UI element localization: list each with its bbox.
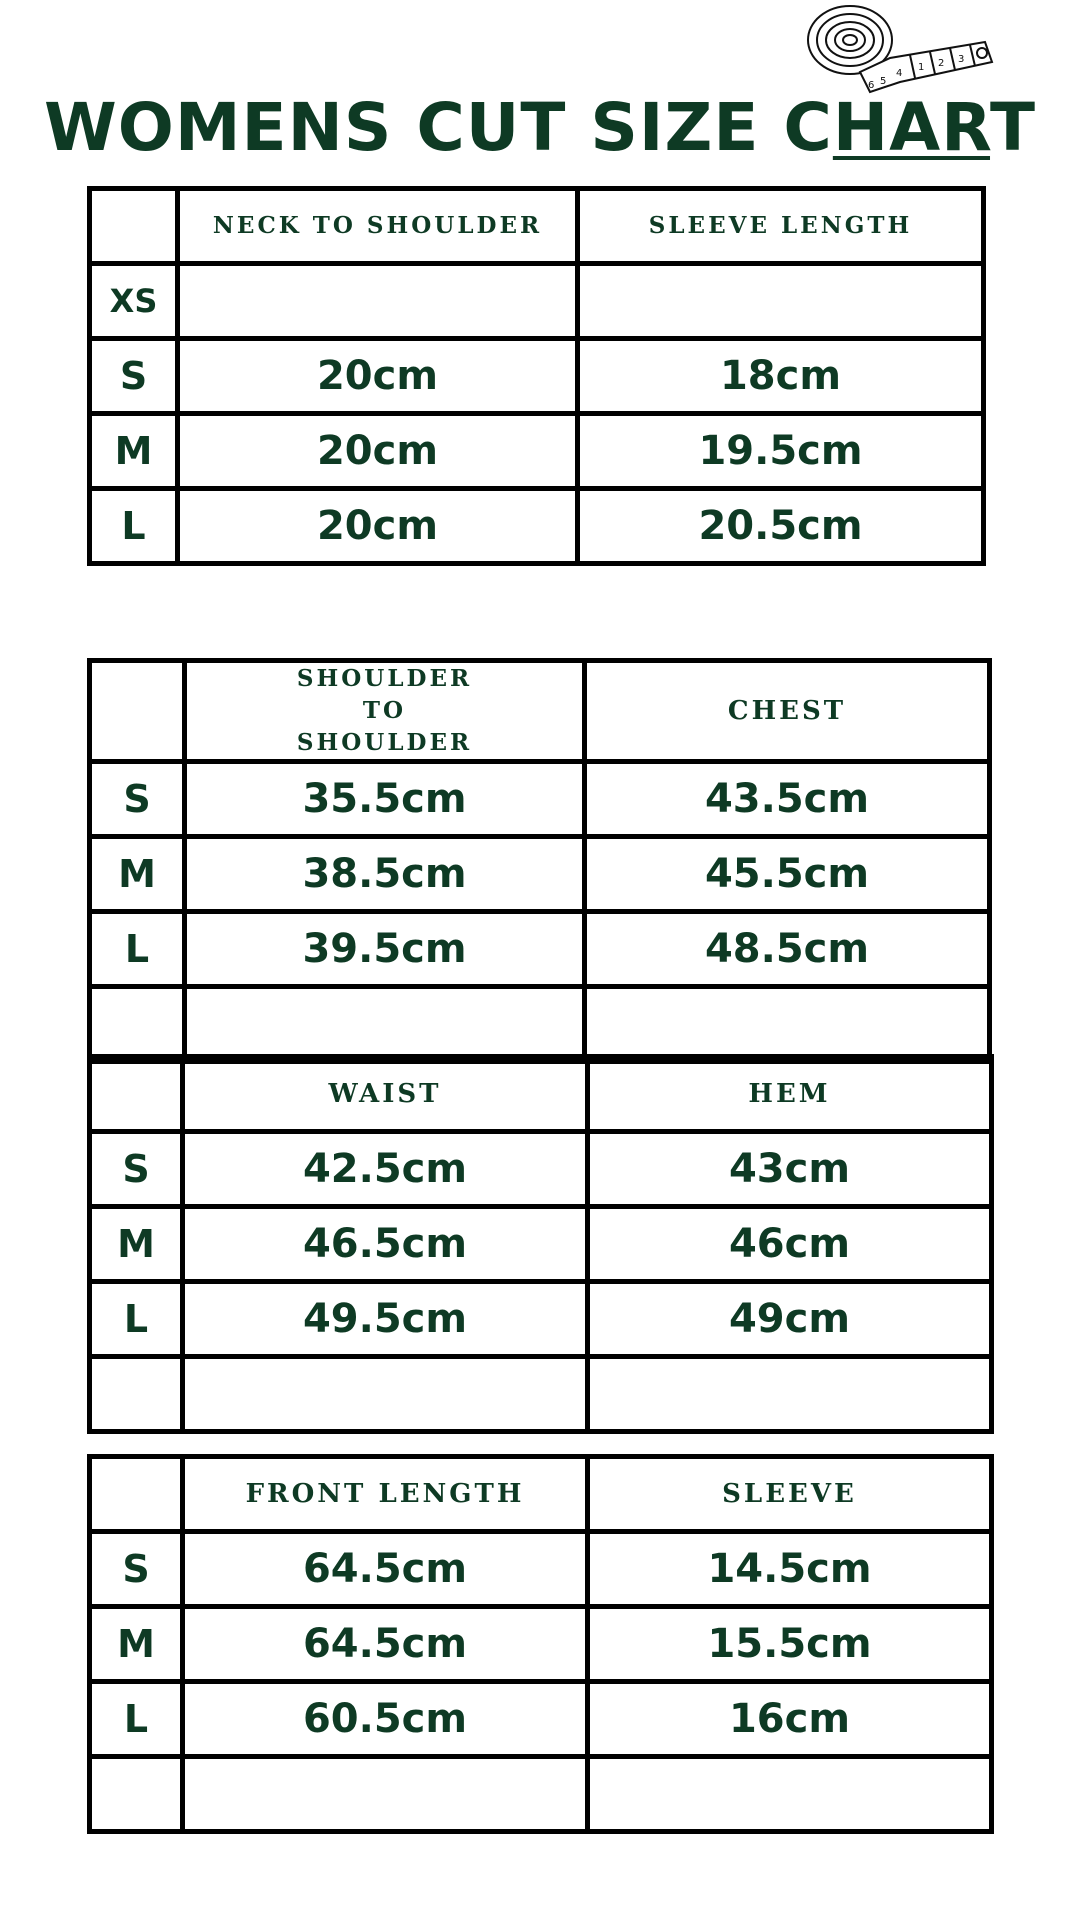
header-row [90,189,984,264]
value-cell: 49.5cm [183,1282,588,1357]
table-row [90,1607,992,1682]
value-cell: 46cm [588,1207,992,1282]
tape-number: 5 [880,76,887,87]
column-header: WAIST [183,1057,588,1132]
value-cell: 64.5cm [183,1607,588,1682]
value-cell: 14.5cm [588,1532,992,1607]
title-underlined-part: HAR [832,89,991,166]
value-cell: 43cm [588,1132,992,1207]
value-cell: 46.5cm [183,1207,588,1282]
size-label: L [90,1282,183,1357]
title-part: T [990,89,1037,166]
column-header: HEM [588,1057,992,1132]
size-label [90,1757,183,1832]
value-cell: 20cm [178,489,578,564]
tape-number: 2 [938,58,945,69]
value-cell: 20cm [178,339,578,414]
size-table-length-sleeve [87,1454,994,1834]
table-row [90,912,990,987]
table-row [90,762,990,837]
table-row [90,489,984,564]
table-row [90,1207,992,1282]
table-row [90,1682,992,1757]
size-label: L [90,1682,183,1757]
size-table-waist-hem [87,1054,994,1434]
table-row [90,414,984,489]
value-cell: 16cm [588,1682,992,1757]
tape-number: 6 [868,80,875,91]
page-title [0,88,1080,168]
value-cell: 38.5cm [185,837,585,912]
size-label: M [90,1607,183,1682]
column-header: FRONT LENGTH [183,1457,588,1532]
tape-number: 3 [958,54,965,65]
size-label: S [90,339,178,414]
measuring-tape-icon [800,0,1000,100]
column-header: CHEST [585,661,990,762]
table-row [90,264,984,339]
column-header: NECK TO SHOULDER [178,189,578,264]
size-label: M [90,414,178,489]
tape-number: 1 [918,62,925,73]
table-row [90,339,984,414]
size-label: S [90,1532,183,1607]
value-cell: 49cm [588,1282,992,1357]
size-table-shoulder-chest [87,658,992,1064]
value-cell [585,987,990,1062]
value-cell [588,1757,992,1832]
size-table-neck-sleeve [87,186,986,566]
size-label: L [90,912,185,987]
column-header: SHOULDER TO SHOULDER [185,661,585,762]
value-cell [178,264,578,339]
value-cell [183,1757,588,1832]
value-cell [588,1357,992,1432]
value-cell: 48.5cm [585,912,990,987]
value-cell: 45.5cm [585,837,990,912]
value-cell: 20cm [178,414,578,489]
value-cell [183,1357,588,1432]
value-cell: 18cm [578,339,984,414]
value-cell: 39.5cm [185,912,585,987]
value-cell: 15.5cm [588,1607,992,1682]
table-row [90,1532,992,1607]
header-row [90,1457,992,1532]
value-cell: 64.5cm [183,1532,588,1607]
corner-cell [90,1457,183,1532]
value-cell [578,264,984,339]
size-label: XS [90,264,178,339]
corner-cell [90,1057,183,1132]
table-row [90,1357,992,1432]
table-row [90,987,990,1062]
header-row [90,1057,992,1132]
tape-number: 4 [896,68,903,79]
corner-cell [90,661,185,762]
size-label: L [90,489,178,564]
value-cell: 20.5cm [578,489,984,564]
value-cell: 43.5cm [585,762,990,837]
column-header: SLEEVE LENGTH [578,189,984,264]
size-label [90,987,185,1062]
table-row [90,1282,992,1357]
value-cell: 42.5cm [183,1132,588,1207]
value-cell: 60.5cm [183,1682,588,1757]
corner-cell [90,189,178,264]
table-row [90,837,990,912]
table-row [90,1757,992,1832]
value-cell [185,987,585,1062]
table-row [90,1132,992,1207]
header-row [90,661,990,762]
size-label: M [90,837,185,912]
size-label: S [90,1132,183,1207]
value-cell: 19.5cm [578,414,984,489]
column-header: SLEEVE [588,1457,992,1532]
size-label [90,1357,183,1432]
value-cell: 35.5cm [185,762,585,837]
size-label: S [90,762,185,837]
size-label: M [90,1207,183,1282]
title-part: WOMENS CUT SIZE C [43,89,833,166]
